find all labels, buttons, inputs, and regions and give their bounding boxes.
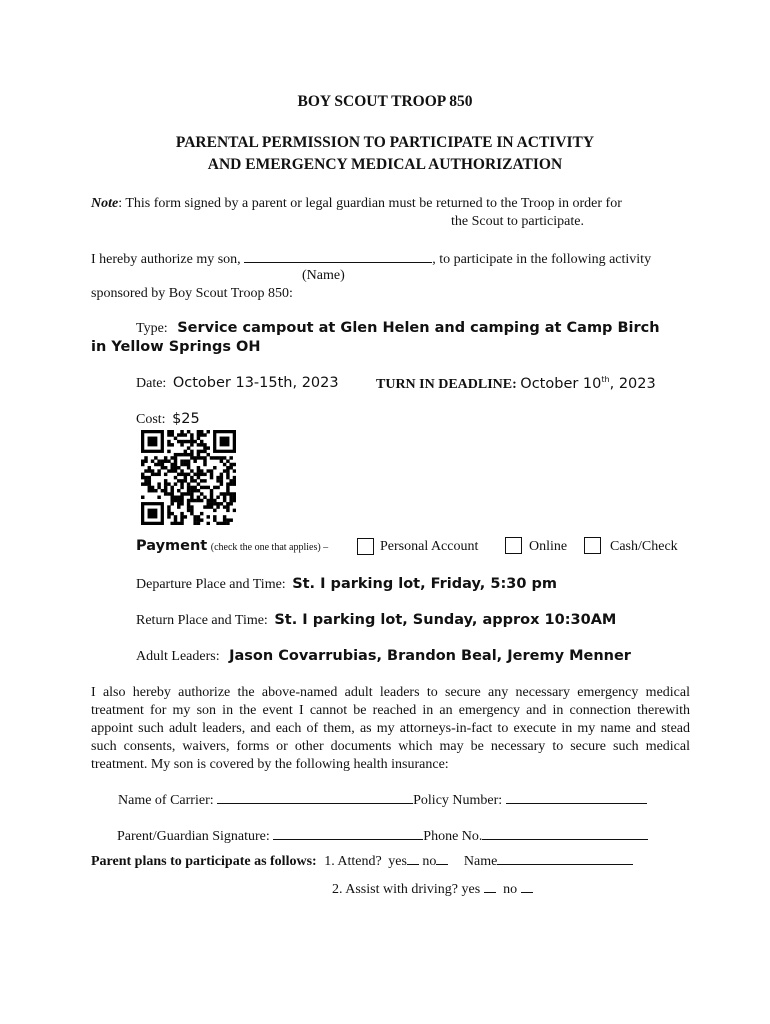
deadline-value bbox=[520, 376, 655, 392]
parent-plans-row bbox=[91, 852, 633, 870]
payment-label: Payment bbox=[136, 538, 208, 554]
form-title-line1: PARENTAL PERMISSION TO PARTICIPATE IN ACTIVITY bbox=[175, 134, 595, 151]
phone-field[interactable] bbox=[482, 827, 648, 840]
signature-label: Parent/Guardian Signature: bbox=[117, 829, 270, 844]
type-label: Type: bbox=[136, 321, 168, 336]
date-label: Date: bbox=[136, 376, 167, 391]
payment-hint: (check the one that applies) – bbox=[210, 542, 329, 553]
date-row bbox=[136, 375, 339, 392]
cost-row bbox=[136, 411, 200, 428]
deadline-suffix: th bbox=[601, 375, 610, 384]
medical-authorization-paragraph: I also hereby authorize the above-named adult leaders to secure any necessary emergency medical treatment for my son in the event I cannot be reached in an emergency and in connection therewith appoint such adult leaders, and each of them, as my attorneys-in-fact to execute in my name and stead such consents, waivers, forms or other documents which may be necessary to secure such medical treatment. My son is covered by the following health insurance: bbox=[91, 685, 690, 772]
attend-no-label: no bbox=[422, 854, 437, 869]
payment-row bbox=[136, 538, 328, 555]
signature-field[interactable] bbox=[273, 827, 423, 840]
departure-value: St. I parking lot, Friday, 5:30 pm bbox=[292, 576, 557, 592]
sponsored-line: sponsored by Boy Scout Troop 850: bbox=[91, 286, 293, 301]
cost-value: $25 bbox=[172, 411, 200, 427]
leaders-label: Adult Leaders: bbox=[136, 649, 220, 664]
deadline-label: TURN IN DEADLINE: bbox=[376, 376, 517, 392]
departure-label: Departure Place and Time: bbox=[136, 577, 286, 592]
driving-no-label: no bbox=[503, 882, 518, 897]
departure-row bbox=[136, 576, 557, 593]
attend-question: 1. Attend? bbox=[324, 854, 382, 869]
carrier-label: Name of Carrier: bbox=[118, 793, 214, 808]
authorize-prefix: I hereby authorize my son, bbox=[91, 252, 241, 267]
cost-label: Cost: bbox=[136, 412, 166, 427]
carrier-field[interactable] bbox=[217, 791, 413, 804]
leaders-row bbox=[136, 648, 631, 665]
name-hint: (Name) bbox=[302, 268, 345, 283]
deadline-day: October 10 bbox=[520, 375, 602, 392]
insurance-row bbox=[118, 791, 647, 809]
note-label: Note bbox=[91, 196, 119, 211]
checkbox-online[interactable] bbox=[505, 537, 522, 554]
return-label: Return Place and Time: bbox=[136, 613, 268, 628]
attend-yes-field[interactable] bbox=[407, 852, 419, 865]
parent-plans-label: Parent plans to participate as follows: bbox=[91, 854, 317, 869]
date-value: October 13-15th, 2023 bbox=[172, 375, 339, 391]
deadline-row bbox=[376, 375, 656, 393]
policy-number-field[interactable] bbox=[506, 791, 647, 804]
activity-type-row bbox=[136, 320, 660, 337]
attend-no-field[interactable] bbox=[436, 852, 448, 865]
driving-no-field[interactable] bbox=[521, 880, 533, 893]
type-value-line2: in Yellow Springs OH bbox=[91, 339, 261, 355]
deadline-year: , 2023 bbox=[609, 375, 656, 392]
checkbox-personal-account[interactable] bbox=[357, 538, 374, 555]
form-title-line2: AND EMERGENCY MEDICAL AUTHORIZATION bbox=[207, 156, 563, 173]
son-name-field[interactable] bbox=[244, 250, 432, 263]
type-value-line1: Service campout at Glen Helen and camping at Camp Birch bbox=[177, 320, 660, 336]
parent-name-field[interactable] bbox=[497, 852, 633, 865]
option-online: Online bbox=[529, 539, 568, 554]
option-personal-account: Personal Account bbox=[380, 539, 479, 554]
checkbox-cash-check[interactable] bbox=[584, 537, 601, 554]
phone-label: Phone No. bbox=[423, 829, 483, 844]
leaders-value: Jason Covarrubias, Brandon Beal, Jeremy Menner bbox=[229, 648, 631, 664]
driving-row bbox=[332, 880, 533, 898]
parent-name-label: Name bbox=[463, 854, 498, 869]
return-row bbox=[136, 612, 616, 629]
troop-title: BOY SCOUT TROOP 850 bbox=[297, 93, 473, 110]
driving-yes-field[interactable] bbox=[484, 880, 496, 893]
payment-qr-code[interactable] bbox=[141, 430, 236, 525]
signature-row bbox=[117, 827, 648, 845]
note-text1: : This form signed by a parent or legal guardian must be returned to the Troop in order for bbox=[118, 196, 622, 211]
policy-label: Policy Number: bbox=[413, 793, 503, 808]
note-line2: the Scout to participate. bbox=[451, 214, 584, 229]
option-cash-check: Cash/Check bbox=[610, 539, 678, 554]
attend-yes-label: yes bbox=[388, 854, 407, 869]
authorize-suffix: , to participate in the following activity bbox=[432, 252, 652, 267]
return-value: St. I parking lot, Sunday, approx 10:30AM bbox=[274, 612, 617, 628]
driving-question: 2. Assist with driving? yes bbox=[332, 882, 481, 897]
note-line1 bbox=[91, 196, 622, 212]
authorize-line bbox=[91, 250, 651, 268]
